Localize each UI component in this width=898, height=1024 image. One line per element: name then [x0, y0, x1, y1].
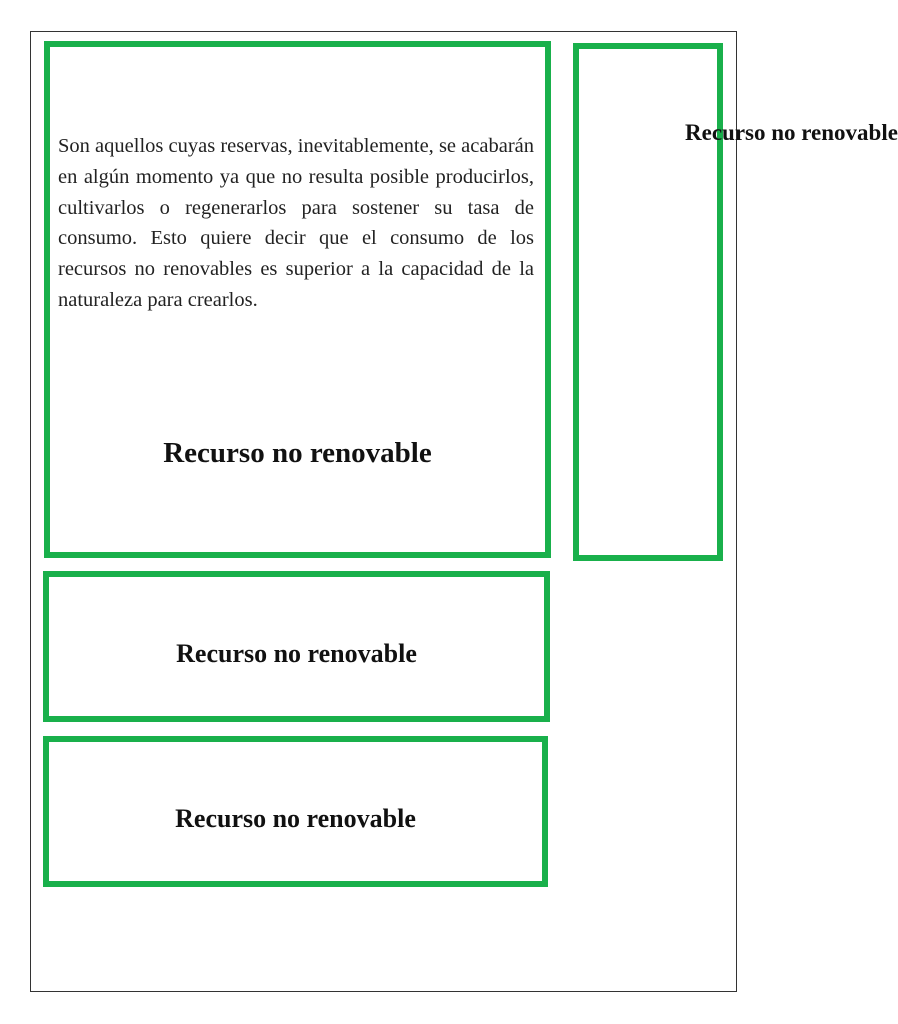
card-title: Recurso no renovable — [176, 639, 417, 668]
card-third — [43, 736, 548, 887]
card-title: Recurso no renovable — [175, 804, 416, 833]
page — [30, 31, 898, 992]
card-title: Recurso no renovable — [163, 437, 432, 469]
side-card-title: Recurso no renovable — [685, 120, 898, 145]
definition-text: Son aquellos cuyas reservas, inevitablemente, se acabarán en algún momento ya que no resulta posible producirlos, cultivarlos o regenerarlos para sostener su tasa de consumo. Esto quiere decir que el consumo de los recursos no renovables es superior a la capacidad de la naturaleza para crearlos. — [58, 135, 534, 311]
card-side — [573, 43, 898, 561]
card-definition — [44, 41, 551, 558]
card-second — [43, 571, 550, 722]
